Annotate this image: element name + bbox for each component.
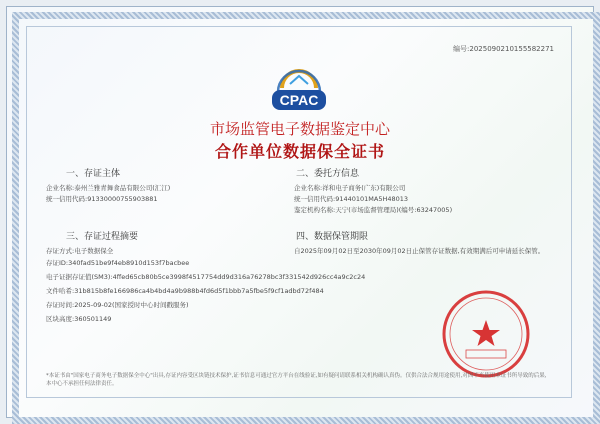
evidence-time: 存证时间:2025-09-02(国家授时中心时间戳服务) bbox=[46, 301, 189, 309]
logo-text: CPAC bbox=[279, 92, 319, 108]
partner-heading: 二、委托方信息 bbox=[296, 169, 360, 179]
applicant-code: 统一信用代码:91330000755903881 bbox=[46, 195, 158, 203]
evidence-block: 区块高度:360501149 bbox=[46, 315, 112, 323]
evidence-method: 存证方式:电子数据保全 bbox=[46, 247, 114, 255]
issuer-title: 市场监管电子数据鉴定中心 bbox=[209, 120, 390, 138]
applicant-name: 企业名称:泰州兰雅青舞食品有限公司(汇江) bbox=[46, 184, 171, 192]
period-text: 自2025年09月02日至2030年09月02日止保管存证数据,有效期满后可申请延长保管。 bbox=[294, 247, 545, 255]
certificate bbox=[6, 6, 594, 418]
partner-name: 企业名称:祥和电子商务(广东)有限公司 bbox=[294, 184, 406, 192]
applicant-heading: 一、存证主体 bbox=[66, 169, 121, 179]
evidence-hash: 电子证据存证值(SM3):4ffed65cb80b5ce3998f4517754dd9d316a76278bc3f331542d926cc4a9c2c24 bbox=[46, 273, 366, 281]
evidence-filehash: 文件哈希:31b815b8fe166986ca4b4bd4a9b988b4fd6d5f1bbb7a5fbe5f9cf1adbd72f484 bbox=[46, 287, 324, 295]
evidence-heading: 三、存证过程摘要 bbox=[66, 232, 139, 242]
partner-certifier: 鉴定机构名称:天宁(市场监督管理局)(编号:63247005) bbox=[294, 206, 453, 214]
certificate-title: 合作单位数据保全证书 bbox=[214, 142, 385, 161]
serial-number: 编号:2025090210155582271 bbox=[453, 45, 554, 53]
official-seal bbox=[440, 288, 532, 380]
cpac-logo bbox=[268, 66, 330, 116]
evidence-id: 存证ID:340fad51be9f4eb8910d153f7bacbee bbox=[46, 259, 190, 267]
footer-note: *本证书由"国家电子商务电子数据保全中心"出具,存证内容受区块链技术保护,证书信息可通过官方平台在线验证,如有疑问请联系相关机构确认真伪。仅供合法合规用途使用,对因不当使用本证书所导致的后果,本中心不承担任何法律责任。 bbox=[46, 373, 547, 387]
partner-code: 统一信用代码:91440101MA5H48013 bbox=[294, 195, 409, 203]
period-heading: 四、数据保管期限 bbox=[296, 232, 369, 242]
